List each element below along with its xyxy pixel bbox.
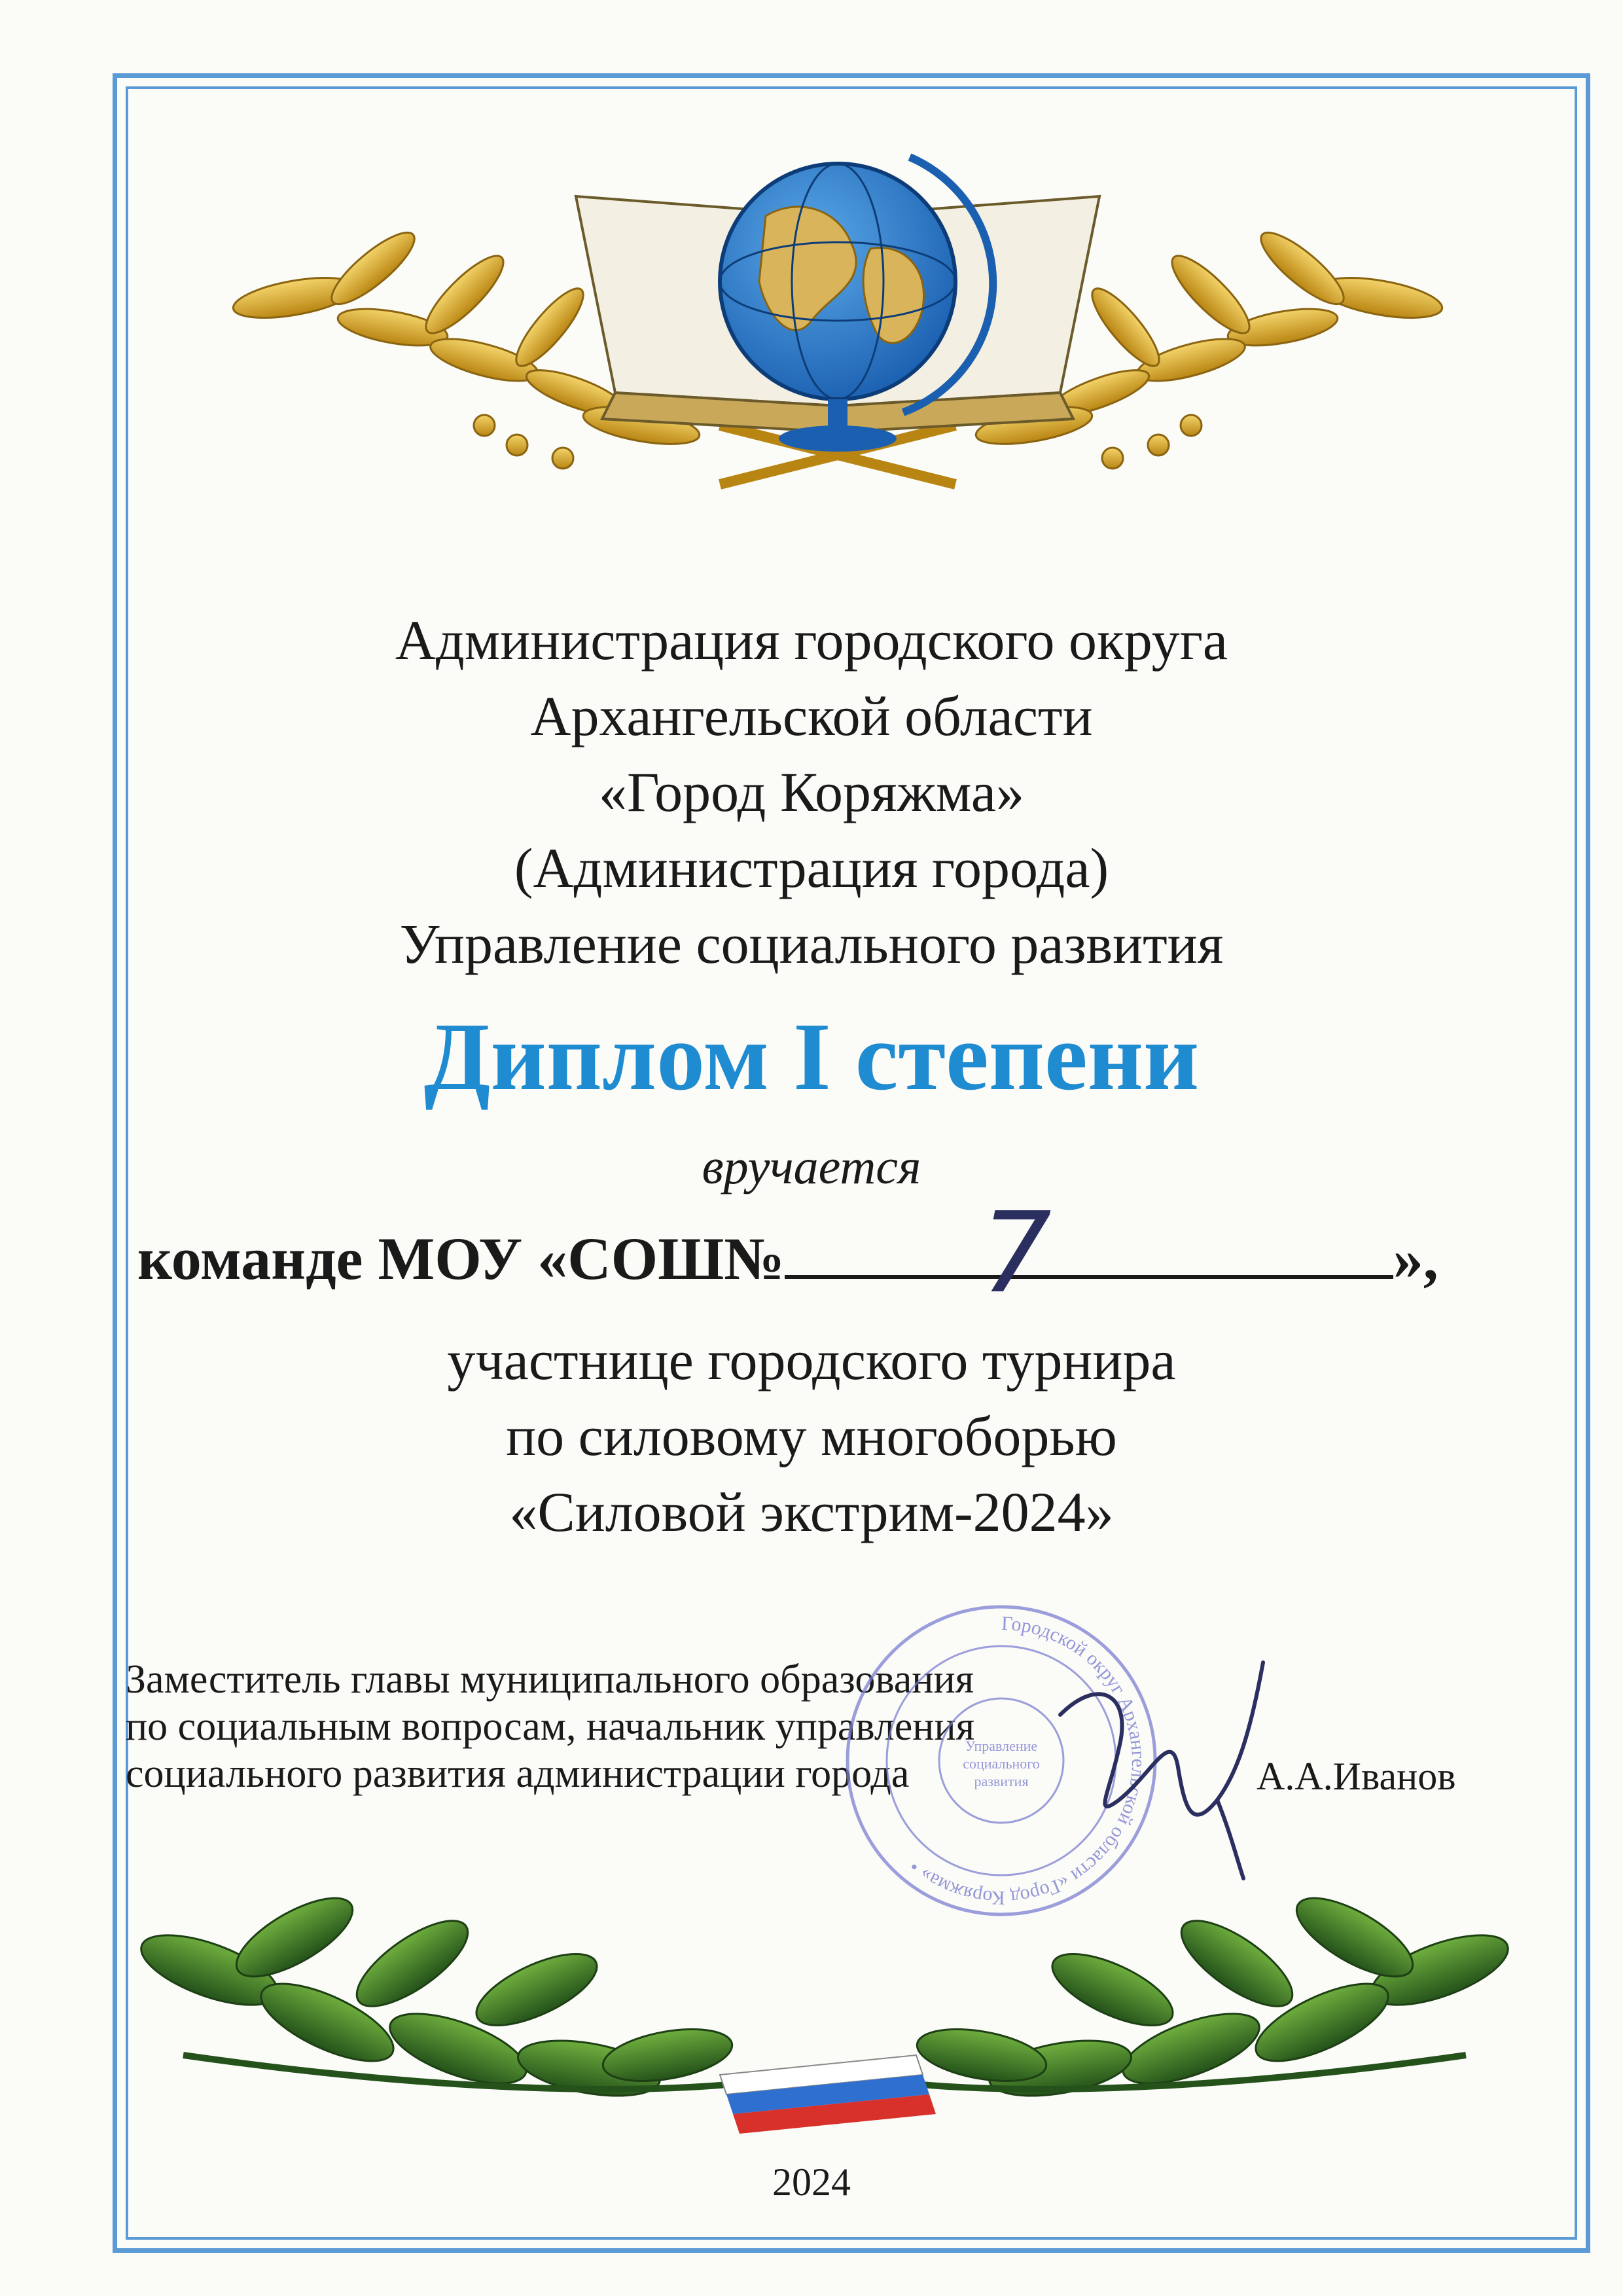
handwritten-school-number: 7 <box>980 1189 1052 1318</box>
svg-text:Управление: Управление <box>965 1738 1038 1754</box>
team-prefix: команде МОУ «СОШ№ <box>137 1225 785 1292</box>
participant-description <box>0 1322 1623 1550</box>
awarded-subtitle: вручается <box>702 1139 921 1194</box>
header-line: Администрация городского округа <box>395 609 1228 672</box>
signatory-line: Заместитель главы муниципального образования <box>126 1657 974 1702</box>
participant-line: участнице городского турнира <box>447 1329 1176 1391</box>
globe-book-laurel-emblem <box>223 118 1453 524</box>
signatory-name: А.А.Иванов <box>1257 1755 1456 1798</box>
team-suffix: », <box>1393 1225 1438 1292</box>
signatory-line: социального развития администрации города <box>126 1751 910 1796</box>
issuer-header <box>0 602 1623 982</box>
school-number-blank <box>785 1189 1393 1318</box>
header-line: «Город Коряжма» <box>599 761 1024 823</box>
svg-text:развития: развития <box>974 1773 1029 1789</box>
svg-text:социального: социального <box>963 1755 1040 1772</box>
issue-year: 2024 <box>772 2161 851 2204</box>
participant-line: по силовому многоборью <box>506 1405 1117 1467</box>
header-line: Архангельской области <box>530 685 1093 747</box>
header-line: (Администрация города) <box>514 836 1109 899</box>
header-line: Управление социального развития <box>399 912 1224 975</box>
signatory-line: по социальным вопросам, начальник управления <box>126 1704 975 1749</box>
diploma-title: Диплом I степени <box>423 1003 1200 1111</box>
handwritten-signature <box>1021 1636 1296 1885</box>
laurel-wreath-ribbon <box>131 1859 1518 2160</box>
participant-line: «Силовой экстрим-2024» <box>509 1480 1114 1543</box>
svg-text:Городской округ Архангельской: Городской округ Архангельской области «Город Коряжма» • <box>904 1612 1150 1909</box>
team-line <box>137 1189 1544 1318</box>
